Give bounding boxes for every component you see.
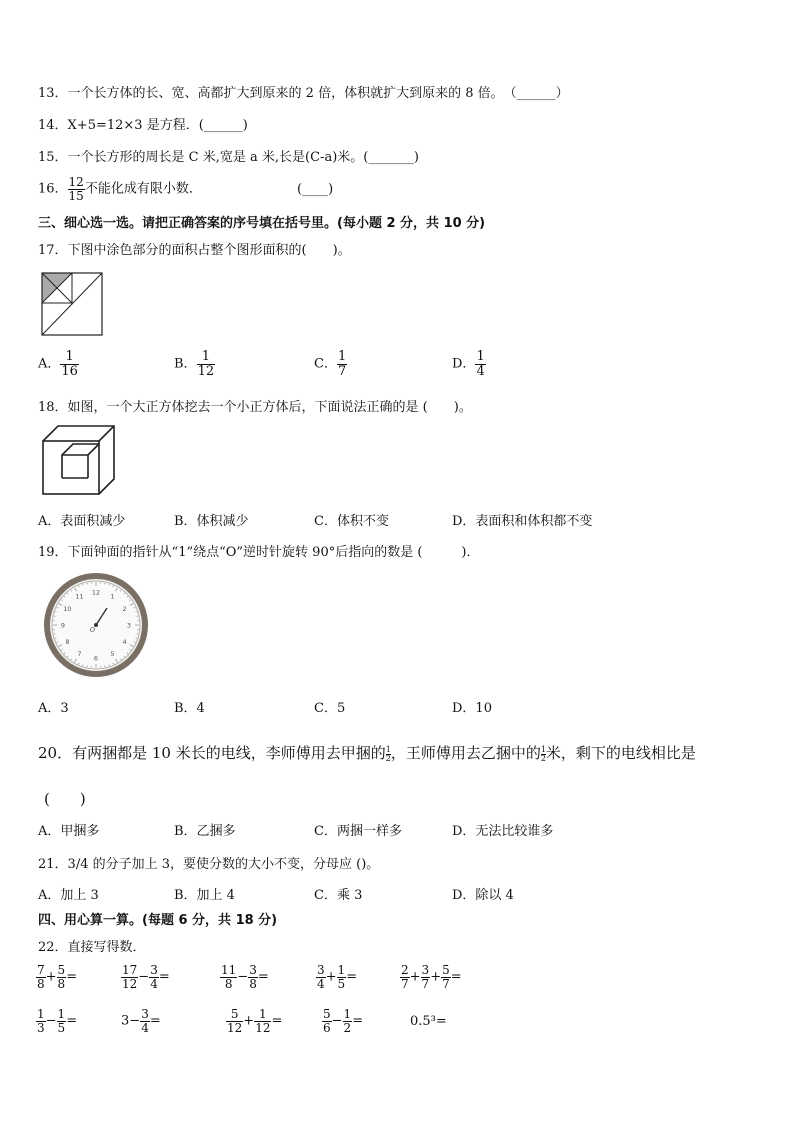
clock-number: 4 — [122, 637, 127, 646]
clock-tick — [134, 642, 135, 643]
clock-tick — [57, 608, 58, 609]
clock-tick — [79, 586, 80, 587]
clock-tick — [134, 608, 135, 609]
question-18: 18．如图，一个大正方体挖去一个小正方体后，下面说法正确的是 ( )。 — [38, 400, 472, 415]
clock-number: 8 — [65, 637, 70, 646]
q16-blank[interactable]: (____) — [297, 182, 334, 197]
q21-option-d[interactable]: D．除以 4 — [452, 888, 514, 903]
question-17: 17．下图中涂色部分的面积占整个图形面积的( )。 — [38, 243, 351, 258]
question-22: 22．直接写得数． — [38, 940, 146, 955]
question-21: 21．3/4 的分子加上 3，要使分数的大小不变，分母应 ()。 — [38, 857, 380, 872]
q17-square-figure — [41, 272, 103, 336]
q18-option-b[interactable]: B．体积减少 — [174, 514, 249, 529]
q16-prefix: 16． — [38, 181, 68, 197]
q20-option-a[interactable]: A．甲捆多 — [38, 824, 100, 839]
clock-number: 12 — [91, 588, 101, 597]
question-13: 13．一个长方体的长、宽、高都扩大到原来的 2 倍，体积就扩大到原来的 8 倍。 （______） — [38, 86, 569, 101]
calc-r2-5: 0.5³= — [410, 1014, 447, 1029]
q17-option-a[interactable]: A． $\frac{1}{16}$ — [38, 349, 78, 379]
calc-r1-5: $\frac{2}{7}$ + $\frac{3}{7}$ + $\frac{5}{7}$ = — [401, 963, 462, 991]
question-15: 15．一个长方形的周长是 C 米,宽是 a 米,长是(C-a)米。(_______) — [38, 150, 419, 165]
q18-option-c[interactable]: C．体积不变 — [314, 514, 389, 529]
calc-r1-4: $\frac{3}{4}$ + $\frac{1}{5}$ = — [317, 963, 358, 991]
calc-r1-2: $\frac{17}{12}$ − $\frac{3}{4}$ = — [122, 963, 170, 991]
calc-r2-2: 3− $\frac{3}{4}$ = — [121, 1007, 161, 1035]
clock-number: 3 — [126, 621, 132, 630]
question-20: 20．有两捆都是 10 米长的电线，李师傅用去甲捆的 $\frac{1}{2}$ ，王师傅用去乙捆中的 $\frac{1}{2}$ 米，剩下的电线相比是 — [38, 744, 696, 763]
calc-r2-1: $\frac{1}{3}$ − $\frac{1}{5}$ = — [37, 1007, 78, 1035]
clock-number: 2 — [122, 604, 127, 613]
calc-r1-3: $\frac{11}{8}$ − $\frac{3}{8}$ = — [221, 963, 269, 991]
section-3-heading: 三、细心选一选。请把正确答案的序号填在括号里。(每小题 2 分，共 10 分) — [38, 216, 486, 231]
q19-option-c[interactable]: C．5 — [314, 701, 346, 716]
q20-option-b[interactable]: B．乙捆多 — [174, 824, 236, 839]
q18-option-a[interactable]: A．表面积减少 — [38, 514, 126, 529]
q17-option-d[interactable]: D． $\frac{1}{4}$ — [452, 349, 485, 379]
q19-option-d[interactable]: D．10 — [452, 701, 492, 716]
clock-number: 9 — [60, 621, 66, 630]
question-16 — [38, 176, 202, 202]
q18-option-d[interactable]: D．表面积和体积都不变 — [452, 514, 593, 529]
q20-option-d[interactable]: D．无法比较谁多 — [452, 824, 554, 839]
q18-cube-figure — [42, 425, 116, 495]
question-19: 19．下面钟面的指针从“1”绕点“O”逆时针旋转 90°后指向的数是 ( )． — [38, 545, 480, 560]
clock-tick — [79, 663, 80, 664]
clock-number: 1 — [110, 592, 115, 601]
calc-r2-3: $\frac{5}{12}$ + $\frac{1}{12}$ = — [227, 1007, 283, 1035]
q21-option-b[interactable]: B．加上 4 — [174, 888, 235, 903]
question-14: 14．X+5=12×3 是方程．(______) — [38, 118, 248, 133]
q19-option-b[interactable]: B．4 — [174, 701, 205, 716]
q16-fraction: $\frac{12}{15}$ — [68, 175, 84, 203]
q19-clock-figure — [43, 572, 149, 678]
q20-option-c[interactable]: C．两捆一样多 — [314, 824, 402, 839]
q20-blank[interactable]: ( ) — [44, 790, 86, 808]
clock-number: 10 — [63, 604, 72, 613]
clock-tick — [113, 586, 114, 587]
calc-r2-4: $\frac{5}{6}$ − $\frac{1}{2}$ = — [323, 1007, 364, 1035]
section-4-heading: 四、用心算一算。(每题 6 分，共 18 分) — [38, 913, 278, 928]
q21-option-c[interactable]: C．乘 3 — [314, 888, 363, 903]
q17-option-b[interactable]: B． $\frac{1}{12}$ — [174, 349, 215, 379]
clock-number: 7 — [77, 649, 82, 658]
clock-tick — [113, 663, 114, 664]
clock-tick — [57, 642, 58, 643]
q19-option-a[interactable]: A．3 — [38, 701, 69, 716]
calc-r1-1: $\frac{7}{8}$ + $\frac{5}{8}$ = — [37, 963, 78, 991]
clock-number: 11 — [75, 592, 84, 601]
clock-center-label: O — [90, 627, 95, 634]
q17-option-c[interactable]: C． $\frac{1}{7}$ — [314, 349, 347, 379]
clock-number: 6 — [93, 654, 99, 663]
clock-number: 5 — [110, 649, 115, 658]
q21-option-a[interactable]: A．加上 3 — [38, 888, 99, 903]
q16-suffix: 不能化成有限小数． — [84, 181, 202, 197]
